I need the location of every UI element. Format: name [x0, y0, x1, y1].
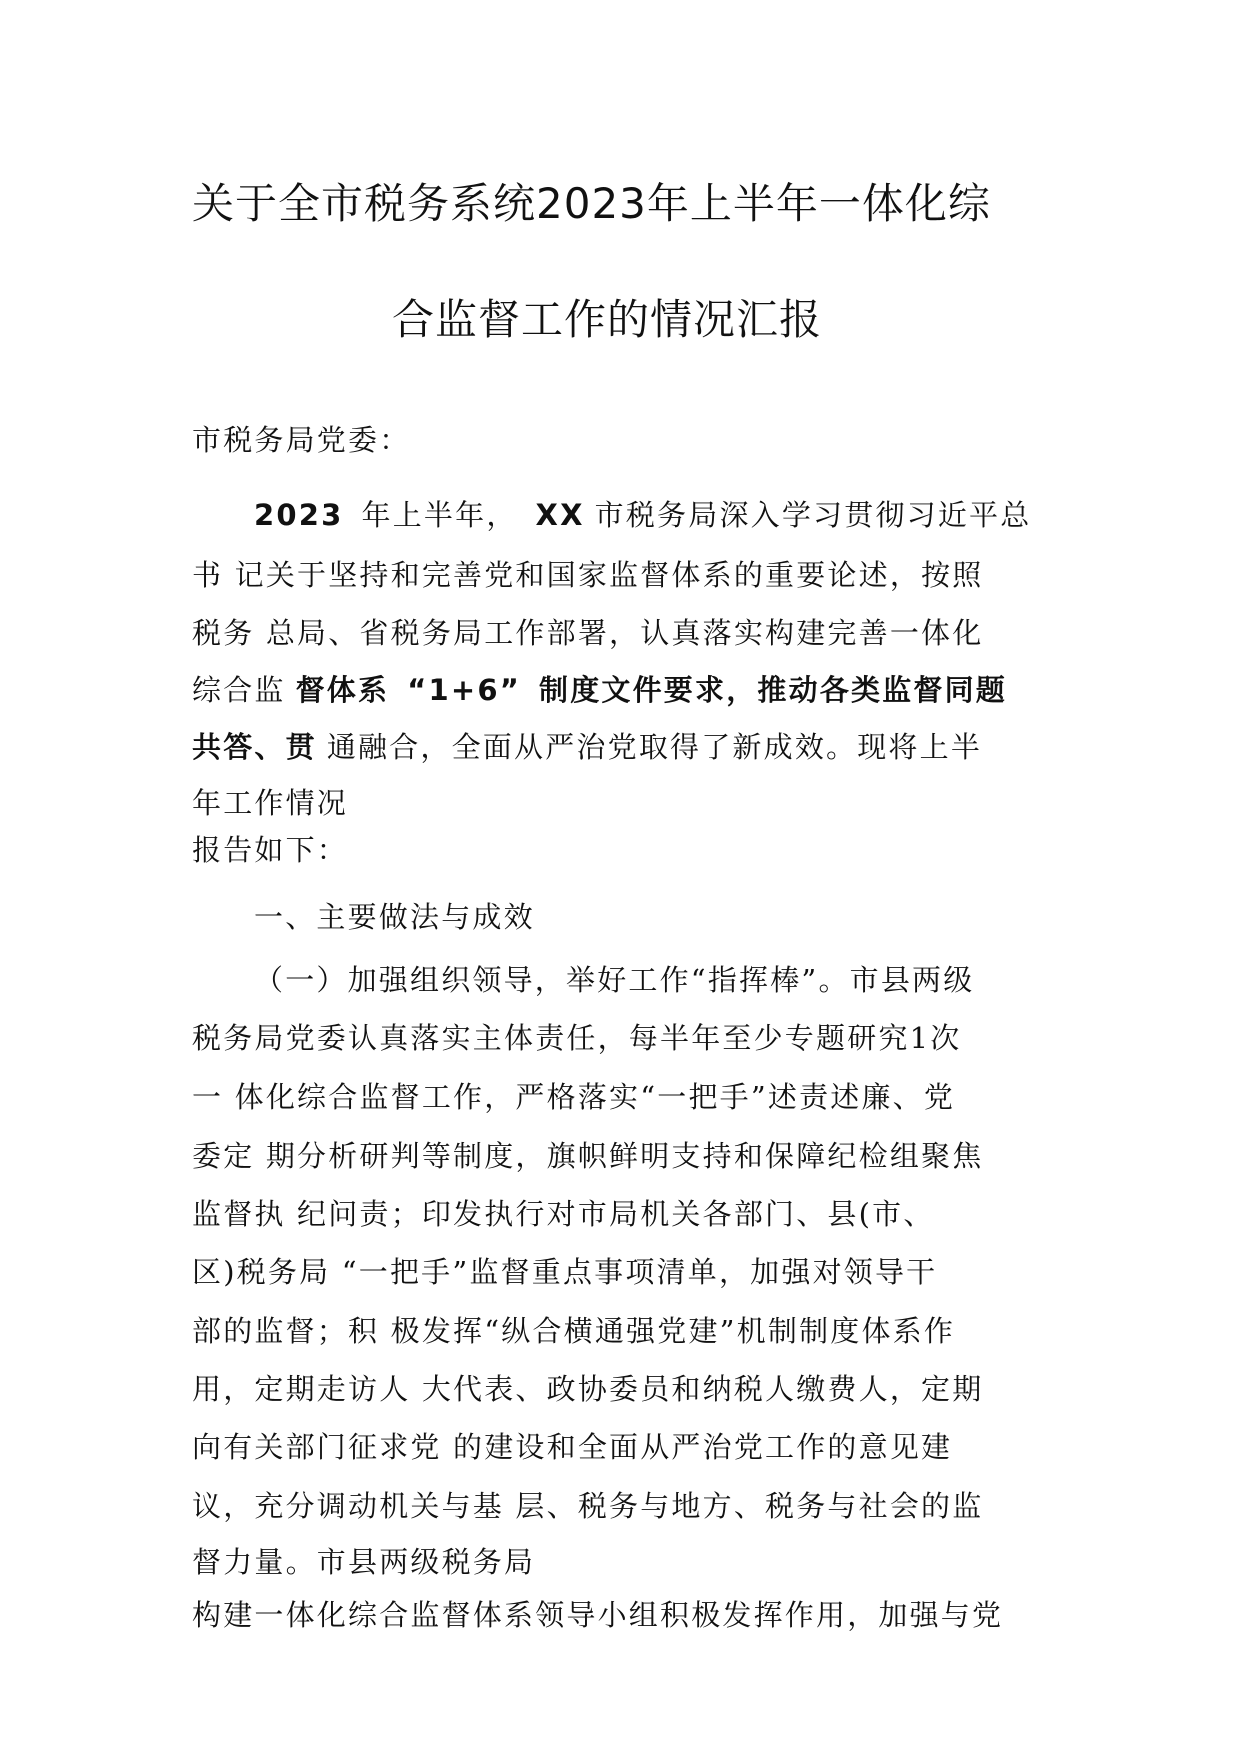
- para1-line-5: [192, 727, 982, 767]
- para2-line-2: 税务局党委认真落实主体责任，每半年至少专题研究1次: [192, 1021, 962, 1055]
- para1-line4-part-d: 制度文件要求，推动各类监督同题: [539, 673, 1008, 707]
- document-title-line-1: 关于全市税务系统2023年上半年一体化综: [192, 179, 991, 228]
- para2-line-3: 一 体化综合监督工作，严格落实“一把手”述责述廉、党: [192, 1080, 956, 1114]
- para2-line-7: 部的监督；积 极发挥“纵合横通强党建”机制制度体系作: [192, 1314, 956, 1348]
- para1-line4-part-b: 督体系: [295, 673, 390, 707]
- para2-line-11: 督力量。市县两级税务局: [192, 1545, 536, 1579]
- para2-line-1: （一）加强组织领导，举好工作“指挥棒”。市县两级: [254, 963, 975, 997]
- para2-line-9: 向有关部门征求党 的建设和全面从严治党工作的意见建: [192, 1430, 953, 1464]
- para1-line-3: 税务 总局、省税务局工作部署，认真落实构建完善一体化: [192, 616, 984, 650]
- para2-line-12: 构建一体化综合监督体系领导小组积极发挥作用，加强与党: [192, 1598, 1004, 1632]
- section-heading-1: 一、主要做法与成效: [254, 900, 535, 934]
- para1-text-b: 市税务局深入学习贯彻习近平总: [594, 498, 1032, 532]
- para1-year: 2023: [254, 498, 344, 532]
- document-title-line-2: 合监督工作的情况汇报: [392, 295, 823, 344]
- salutation: 市税务局党委：: [192, 423, 411, 457]
- para1-line4-part-c: “1+6”: [407, 673, 521, 707]
- para2-line-4: 委定 期分析研判等制度，旗帜鲜明支持和保障纪检组聚焦: [192, 1139, 984, 1173]
- para1-line4-part-a: 综合监: [192, 673, 286, 707]
- para1-text-a: 年上半年，: [361, 498, 518, 532]
- para2-line-8: 用，定期走访人 大代表、政协委员和纳税人缴费人，定期: [192, 1372, 984, 1406]
- para1-line-6: 年工作情况: [192, 786, 349, 820]
- para1-line5-part-a: 共答、贯: [192, 730, 317, 764]
- para2-line-5: 监督执 纪问责；印发执行对市局机关各部门、县(市、: [192, 1197, 935, 1231]
- para2-line-6: 区)税务局 “一把手”监督重点事项清单，加强对领导干: [192, 1255, 938, 1289]
- para1-line-7: 报告如下：: [192, 833, 349, 867]
- para2-line-10: 议，充分调动机关与基 层、税务与地方、税务与社会的监: [192, 1489, 984, 1523]
- para1-line-4: [192, 670, 1007, 710]
- para1-line-1: [254, 495, 1031, 535]
- para1-line5-part-b: 通融合，全面从严治党取得了新成效。现将上半: [326, 730, 983, 764]
- para1-line-2: 书 记关于坚持和完善党和国家监督体系的重要论述，按照: [192, 558, 984, 592]
- para1-xx: XX: [535, 498, 585, 532]
